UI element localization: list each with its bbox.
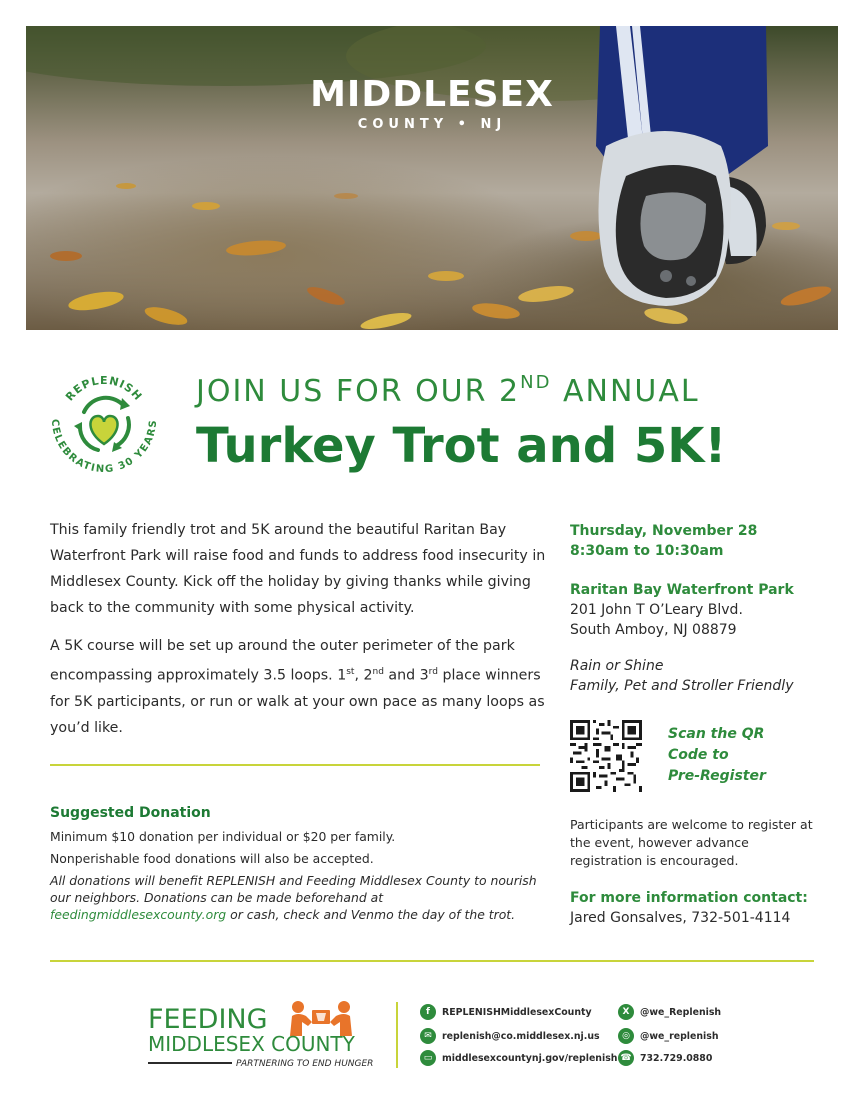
p2-part-c: and 3 xyxy=(383,667,429,684)
walking-shoe-illustration xyxy=(26,26,838,330)
website-contact[interactable] xyxy=(420,1050,617,1066)
fmc-logo-line-1: FEEDING xyxy=(148,1004,268,1035)
logo-main-text: MIDDLESEX xyxy=(310,74,554,115)
venue-address-1: 201 John T O’Leary Blvd. xyxy=(570,602,743,618)
event-date: Thursday, November 28 xyxy=(570,523,758,539)
donation-line-1: Minimum $10 donation per individual or $20 per family. xyxy=(50,829,396,844)
event-title: Turkey Trot and 5K! xyxy=(196,418,727,474)
donation-details xyxy=(50,872,550,923)
fmc-logo-line-2: MIDDLESEX COUNTY xyxy=(148,1032,355,1056)
p2-part-a: A 5K course will be set up around the outer perimeter of the park encompassing approximately 3.5 loops. 1 xyxy=(50,638,515,684)
event-notes xyxy=(570,656,830,696)
heart-icon xyxy=(90,416,117,444)
email-contact[interactable] xyxy=(420,1028,600,1044)
qr-line-2: Code to xyxy=(668,747,729,763)
facebook-icon: f xyxy=(420,1004,436,1020)
phone-number: 732.729.0880 xyxy=(640,1052,713,1064)
x-contact[interactable] xyxy=(618,1004,721,1020)
headline-line1-post: ANNUAL xyxy=(551,374,700,409)
donation-heading: Suggested Donation xyxy=(50,805,211,821)
description-paragraph-1: This family friendly trot and 5K around the beautiful Raritan Bay Waterfront Park will raise food and funds to address food insecurity in Middlesex County. Kick off the holiday by giving thanks while giving back to the community with some physical activity. xyxy=(50,522,546,616)
logo-sub-text: COUNTY • NJ xyxy=(357,117,507,132)
donation-line-2: Nonperishable food donations will also be accepted. xyxy=(50,851,374,866)
p2-part-b: , 2 xyxy=(354,667,373,684)
footer-vertical-divider xyxy=(396,1002,398,1068)
phone-contact[interactable] xyxy=(618,1050,712,1066)
fmc-tagline: PARTNERING TO END HUNGER xyxy=(236,1059,374,1069)
website-icon: ▭ xyxy=(420,1050,436,1066)
instagram-icon: ◎ xyxy=(618,1028,634,1044)
event-note-1: Rain or Shine xyxy=(570,658,664,674)
instagram-contact[interactable] xyxy=(618,1028,719,1044)
donation-section xyxy=(50,804,550,923)
p2-sup-3: rd xyxy=(428,667,438,677)
badge-top-text: REPLENISH xyxy=(63,373,145,404)
email-icon: ✉ xyxy=(420,1028,436,1044)
qr-line-1: Scan the QR xyxy=(668,726,765,742)
phone-icon: ☎ xyxy=(618,1050,634,1066)
contact-person: Jared Gonsalves, 732-501-4114 xyxy=(570,910,791,926)
contact-heading: For more information contact: xyxy=(570,890,808,906)
registration-note: Participants are welcome to register at the event, however advance registration is encouraged. xyxy=(570,817,813,868)
donation-website-link[interactable]: feedingmiddlesexcounty.org xyxy=(50,907,227,922)
x-icon: X xyxy=(618,1004,634,1020)
fmc-logo-underline xyxy=(148,1062,232,1064)
description-paragraph-2 xyxy=(50,633,550,741)
event-time: 8:30am to 10:30am xyxy=(570,543,724,559)
replenish-badge xyxy=(40,360,168,488)
event-note-2: Family, Pet and Stroller Friendly xyxy=(570,678,794,694)
people-sharing-food-icon xyxy=(286,1000,356,1036)
contact-info xyxy=(570,888,830,928)
hero-photo xyxy=(26,26,838,330)
event-datetime xyxy=(570,521,830,561)
email-address: replenish@co.middlesex.nj.us xyxy=(442,1030,600,1042)
x-handle: @we_Replenish xyxy=(640,1006,722,1018)
badge-ring-text: CELEBRATING 30 YEARS xyxy=(48,418,160,476)
qr-instructions xyxy=(668,724,808,787)
event-description xyxy=(50,517,550,753)
footer-divider xyxy=(50,960,814,962)
p2-sup-2: nd xyxy=(372,667,384,677)
p2-sup-1: st xyxy=(346,667,355,677)
section-divider xyxy=(50,764,540,766)
middlesex-county-logo xyxy=(26,74,838,132)
instagram-handle: @we_replenish xyxy=(640,1030,719,1042)
event-location xyxy=(570,580,830,640)
qr-line-3: Pre-Register xyxy=(668,768,766,784)
headline-annual xyxy=(196,374,700,409)
donation-details-a: All donations will benefit REPLENISH and Feeding Middlesex County to nourish our neighbors. Donations can be made beforehand at xyxy=(50,873,537,905)
donation-details-b: or cash, check and Venmo the day of the trot. xyxy=(226,907,516,922)
registration-qr-code[interactable] xyxy=(570,720,642,792)
website-url: middlesexcountynj.gov/replenish xyxy=(442,1052,618,1064)
facebook-contact[interactable] xyxy=(420,1004,592,1020)
facebook-handle: REPLENISHMiddlesexCounty xyxy=(442,1006,592,1018)
venue-address-2: South Amboy, NJ 08879 xyxy=(570,622,737,638)
headline-line1-pre: JOIN US FOR OUR 2 xyxy=(196,374,521,409)
headline-line1-sup: ND xyxy=(520,372,552,393)
p2-part-d: place winners for 5K participants, or run or walk at your own pace as many loops as you’d like. xyxy=(50,667,545,736)
venue-name: Raritan Bay Waterfront Park xyxy=(570,582,794,598)
